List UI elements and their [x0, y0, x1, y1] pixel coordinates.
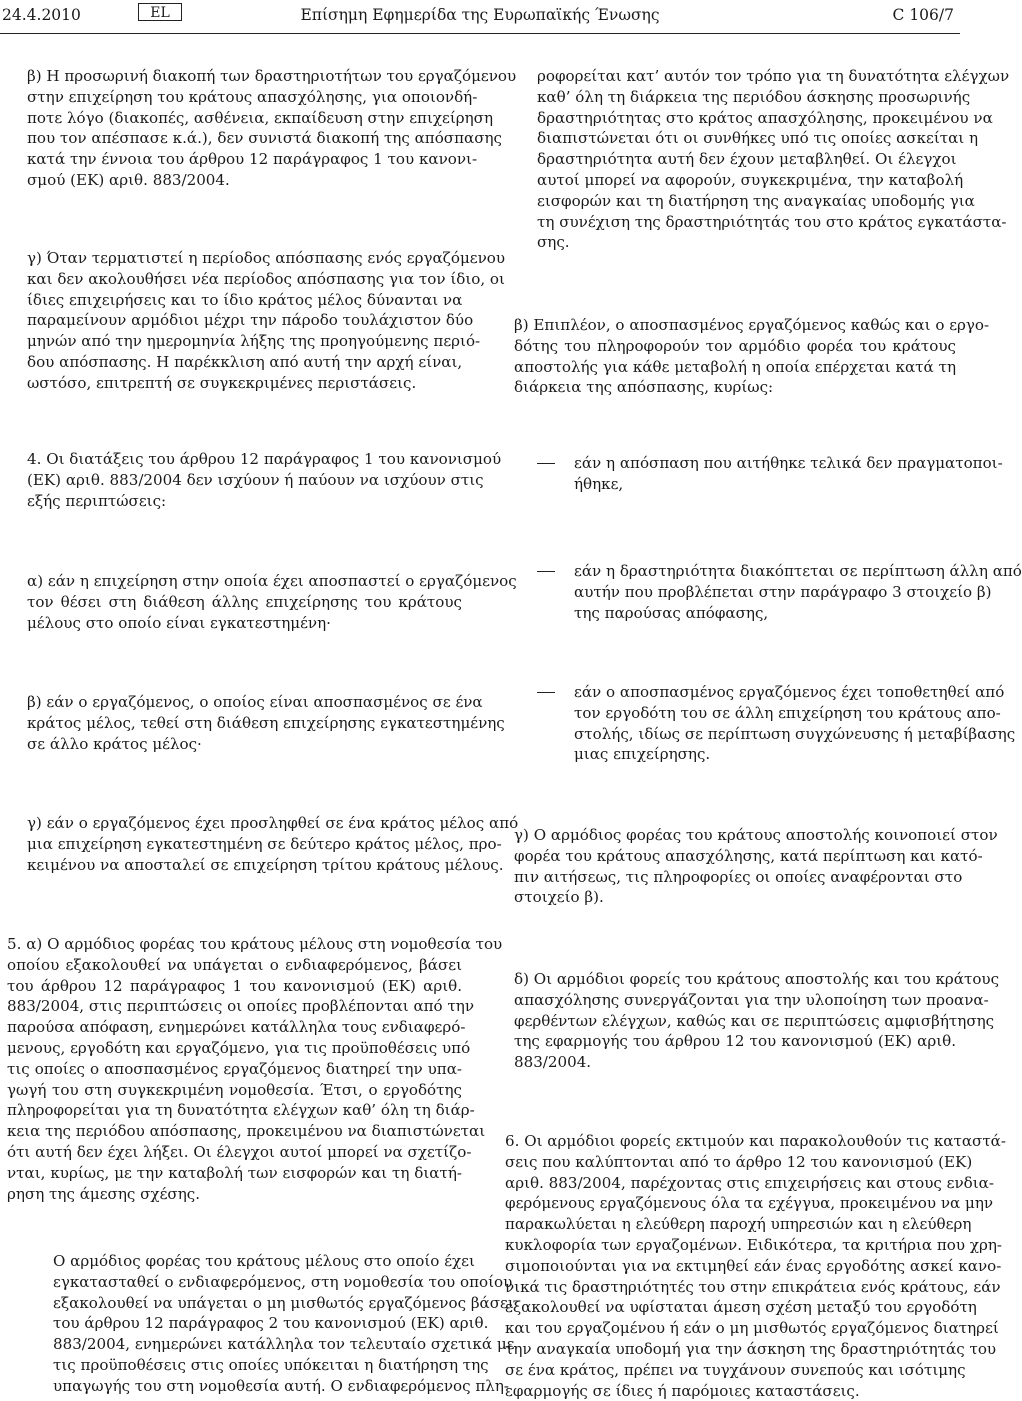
text-line: δότης του πληροφορούν τον αρμόδιο φορέα του κράτους: [514, 336, 956, 355]
text-line: φερθέντων ελέγχων, καθώς και σε περιπτώσεις αμφισβήτησης: [514, 1011, 995, 1030]
dash-bullet-3: [537, 692, 555, 693]
text-line: εξακολουθεί να υφίσταται άμεση σχέση μεταξύ του εργοδότη: [505, 1298, 977, 1317]
paragraph-5a: [7, 934, 503, 1204]
text-line: ήθηκε,: [574, 474, 624, 493]
bullet-worker-transferred: [574, 682, 1016, 765]
text-line: της παρούσας απόφασης,: [574, 603, 769, 622]
text-line: της εφαρμογής του άρθρου 12 του κανονισμού (ΕΚ) αριθ.: [514, 1032, 956, 1051]
journal-title: Επίσημη Εφημερίδα της Ευρωπαϊκής Ένωσης: [300, 6, 660, 24]
text-line: μια επιχείρηση εγκατεστημένη σε δεύτερο κράτος μέλος, προ-: [27, 834, 502, 853]
text-line: εάν ο αποσπασμένος εργαζόμενος έχει τοποθετηθεί από: [574, 683, 1005, 701]
text-line: εισφορών και τη διατήρηση της αναγκαίας υποδομής για: [537, 191, 975, 210]
paragraph-c-end-of-posting: [27, 248, 506, 394]
text-line: ροφορείται κατ’ αυτόν τον τρόπο για τη δυνατότητα ελέγχων: [537, 67, 1010, 85]
text-line: εξακολουθεί να υπάγεται ο μη μισθωτός εργαζόμενος βάσει: [53, 1293, 514, 1312]
text-line: αυτοί μπορεί να αφορούν, συγκεκριμένα, την καταβολή: [537, 170, 964, 189]
text-line: πληροφορείται για τη δυνατότητα ελέγχων καθ’ όλη τη διάρ-: [7, 1101, 475, 1120]
text-line: παρακωλύεται η ελεύθερη παροχή υπηρεσιών και η ελεύθερη: [505, 1215, 972, 1234]
text-line: πιν αιτήσεως, τις πληροφορίες οι οποίες αναφέρονται στο: [514, 867, 963, 886]
text-line: μιας επιχείρησης.: [574, 745, 711, 764]
text-line: και δεν ακολουθήσει νέα περίοδος απόσπασης για τον ίδιο, οι: [27, 269, 505, 288]
text-line: σης.: [537, 233, 570, 252]
bullet-posting-not-realised: [574, 453, 1003, 495]
text-line: 883/2004, ενημερώνει κατάλληλα τον τελευταίο σχετικά με: [53, 1335, 515, 1354]
text-line: κειμένου να αποσταλεί σε επιχείρηση τρίτου κράτους μέλους.: [27, 855, 504, 874]
text-line: τη συνέχιση της δραστηριότητάς του στο κράτος εγκατάστα-: [537, 212, 1007, 231]
text-line: κεια της περιόδου απόσπασης, προκειμένου να διαπιστώνεται: [7, 1122, 486, 1141]
paragraph-4b: [27, 692, 505, 754]
text-line: εξής περιπτώσεις:: [27, 491, 167, 510]
paragraph-6: [505, 1131, 1006, 1401]
paragraph-5b: [514, 315, 990, 398]
text-line: εγκατασταθεί ο ενδιαφερόμενος, στη νομοθεσία του οποίου: [53, 1272, 513, 1291]
text-line: παραμείνουν αρμόδιοι μέχρι την πάροδο τουλάχιστον δύο: [27, 311, 474, 330]
text-line: 883/2004, στις περιπτώσεις οι οποίες προβλέπονται από την: [7, 997, 475, 1016]
text-line: εάν η απόσπαση που αιτήθηκε τελικά δεν πραγματοποι-: [574, 454, 1003, 472]
text-line: καθ’ όλη τη διάρκεια της περιόδου άσκησης προσωρινής: [537, 87, 971, 106]
text-line: 6. Οι αρμόδιοι φορείς εκτιμούν και παρακολουθούν τις καταστά-: [505, 1132, 1006, 1150]
text-line: κατά την έννοια του άρθρου 12 παράγραφος 1 του κανονι-: [27, 150, 478, 169]
paragraph-b-interruption: [27, 66, 517, 191]
paragraph-5d: [514, 969, 1000, 1073]
text-line: β) εάν ο εργαζόμενος, ο οποίος είναι αποσπασμένος σε ένα: [27, 693, 483, 711]
text-line: δραστηριότητα αυτή δεν έχουν μεταβληθεί. Οι έλεγχοι: [537, 150, 957, 169]
text-line: α) εάν η επιχείρηση στην οποία έχει αποσπαστεί ο εργαζόμενος: [27, 572, 517, 590]
text-line: φορέα του κράτους απασχόλησης, κατά περίπτωση και κατό-: [514, 846, 983, 865]
text-line: σε άλλο κράτος μέλος·: [27, 734, 202, 753]
text-line: 883/2004.: [514, 1053, 592, 1072]
paragraph-5c: [514, 825, 998, 908]
text-line: σμού (ΕΚ) αριθ. 883/2004.: [27, 170, 230, 189]
text-line: του άρθρου 12 παράγραφος 1 του κανονισμού (ΕΚ) αριθ.: [7, 976, 462, 995]
bullet-activity-interrupted: [574, 561, 1022, 623]
text-line: δ) Οι αρμόδιοι φορείς του κράτους αποστολής και του κράτους: [514, 970, 1000, 988]
text-line: ότι αυτή δεν έχει λήξει. Οι έλεγχοι αυτοί μπορεί να σχετίζο-: [7, 1142, 472, 1161]
text-line: Ο αρμόδιος φορέας του κράτους μέλους στο οποίο έχει: [53, 1252, 475, 1270]
text-line: την αναγκαία υποδομή για την άσκηση της δραστηριότητάς του: [505, 1339, 997, 1358]
text-line: γ) εάν ο εργαζόμενος έχει προσληφθεί σε ένα κράτος μέλος από: [27, 814, 519, 832]
text-line: μηνών από την ημερομηνία λήξης της προηγούμενης περιό-: [27, 332, 481, 351]
text-line: νικά τις δραστηριότητές του στην επικράτεια ενός κράτους, εάν: [505, 1277, 1001, 1296]
text-line: κράτος μέλος, τεθεί στη διάθεση επιχείρησης εγκατεστημένης: [27, 713, 505, 732]
text-line: στην επιχείρηση του κράτους απασχόλησης, για οποιονδή-: [27, 87, 478, 106]
text-line: φερόμενους εργαζόμενους όλα τα εχέγγυα, προκειμένου να μην: [505, 1194, 994, 1213]
text-line: γωγή του στη συγκεκριμένη νομοθεσία. Έτσι, ο εργοδότης: [7, 1080, 462, 1099]
text-line: ωστόσο, επιτρεπτή σε συγκεκριμένες περιστάσεις.: [27, 373, 417, 392]
page-reference: C 106/7: [892, 6, 954, 24]
text-line: στολής, ιδίως σε περίπτωση συγχώνευσης ή μεταβίβασης: [574, 724, 1016, 743]
text-line: β) Επιπλέον, ο αποσπασμένος εργαζόμενος καθώς και ο εργο-: [514, 316, 990, 334]
text-line: β) Η προσωρινή διακοπή των δραστηριοτήτων του εργαζόμενου: [27, 67, 517, 85]
text-line: διάρκεια της απόσπασης, κυρίως:: [514, 378, 774, 397]
header-rule: [0, 33, 960, 34]
text-line: σιμοποιούνται για να εκτιμηθεί εάν ένας εργοδότης ασκεί κανο-: [505, 1256, 1002, 1275]
text-line: δραστηριότητας στο κράτος απασχόλησης, προκειμένου να: [537, 108, 993, 127]
text-line: αυτήν που προβλέπεται στην παράγραφο 3 στοιχείο β): [574, 582, 992, 601]
text-line: γ) Ο αρμόδιος φορέας του κράτους αποστολής κοινοποιεί στον: [514, 826, 998, 844]
text-line: τις προϋποθέσεις στις οποίες υπόκειται η διατήρηση της: [53, 1355, 489, 1374]
text-line: στοιχείο β).: [514, 888, 604, 907]
text-line: ίδιες επιχειρήσεις και το ίδιο κράτος μέλος δύνανται να: [27, 290, 463, 309]
paragraph-5a-self-employed: [53, 1251, 515, 1397]
text-line: απασχόλησης συνεργάζονται για την υλοποίηση των προανα-: [514, 990, 989, 1009]
text-line: παρούσα απόφαση, ενημερώνει κατάλληλα τους ενδιαφερό-: [7, 1018, 466, 1037]
text-line: (ΕΚ) αριθ. 883/2004 δεν ισχύουν ή παύουν να ισχύουν στις: [27, 470, 484, 489]
text-line: 4. Οι διατάξεις του άρθρου 12 παράγραφος 1 του κανονισμού: [27, 450, 502, 468]
dash-bullet-2: [537, 571, 555, 572]
text-line: αποστολής για κάθε μεταβολή η οποία επέρχεται κατά τη: [514, 357, 956, 376]
text-line: τις οποίες ο αποσπασμένος εργαζόμενος διατηρεί την υπα-: [7, 1059, 462, 1078]
text-line: μέλους στο οποίο είναι εγκατεστημένη·: [27, 613, 331, 632]
text-line: μενους, εργοδότη και εργαζόμενο, για τις προϋποθέσεις υπό: [7, 1038, 471, 1057]
paragraph-5a-continued: [537, 66, 1010, 253]
text-line: τον εργοδότη του σε άλλη επιχείρηση του κράτους απο-: [574, 703, 1001, 722]
issue-date: 24.4.2010: [2, 6, 81, 24]
text-line: υπαγωγής του στη νομοθεσία αυτή. Ο ενδιαφερόμενος πλη-: [53, 1376, 509, 1395]
text-line: κυκλοφορία των εργαζομένων. Ειδικότερα, τα κριτήρια που χρη-: [505, 1235, 1003, 1254]
paragraph-4a: [27, 571, 517, 633]
text-line: σε ένα κράτος, πρέπει να τυγχάνουν συνεπούς και ισότιμης: [505, 1360, 966, 1379]
text-line: διαπιστώνεται ότι οι συνθήκες υπό τις οποίες ασκείται η: [537, 129, 979, 148]
text-line: γ) Όταν τερματιστεί η περίοδος απόσπασης ενός εργαζόμενου: [27, 249, 506, 267]
language-box: EL: [138, 3, 182, 21]
text-line: δου απόσπασης. Η παρέκκλιση από αυτή την αρχή είναι,: [27, 352, 463, 371]
paragraph-4c: [27, 813, 519, 875]
text-line: αριθ. 883/2004, παρέχοντας στις επιχειρήσεις και στους ενδια-: [505, 1173, 994, 1192]
text-line: που τον απέσπασε κ.ά.), δεν συνιστά διακοπή της απόσπασης: [27, 129, 503, 148]
text-line: και του εργαζομένου ή εάν ο μη μισθωτός εργαζόμενος διατηρεί: [505, 1319, 999, 1338]
text-line: του άρθρου 12 παράγραφος 2 του κανονισμού (ΕΚ) αριθ.: [53, 1314, 489, 1333]
text-line: 5. α) Ο αρμόδιος φορέας του κράτους μέλους στη νομοθεσία του: [7, 935, 503, 953]
text-line: ποτε λόγο (διακοπές, ασθένεια, εκπαίδευση στην επιχείρηση: [27, 108, 494, 127]
text-line: εφαρμογής σε ίδιες ή παρόμοιες καταστάσεις.: [505, 1381, 860, 1400]
text-line: οποίου εξακολουθεί να υπάγεται ο ενδιαφερόμενος, βάσει: [7, 955, 462, 974]
text-line: ρηση της άμεσης σχέσης.: [7, 1184, 200, 1203]
text-line: εάν η δραστηριότητα διακόπτεται σε περίπτωση άλλη από: [574, 562, 1022, 580]
text-line: νται, κυρίως, με την καταβολή των εισφορών και τη διατή-: [7, 1163, 462, 1182]
text-line: σεις που καλύπτονται από το άρθρο 12 του κανονισμού (ΕΚ): [505, 1152, 973, 1171]
text-line: τον θέσει στη διάθεση άλλης επιχείρησης του κράτους: [27, 592, 462, 611]
paragraph-4: [27, 449, 502, 511]
dash-bullet-1: [537, 463, 555, 464]
